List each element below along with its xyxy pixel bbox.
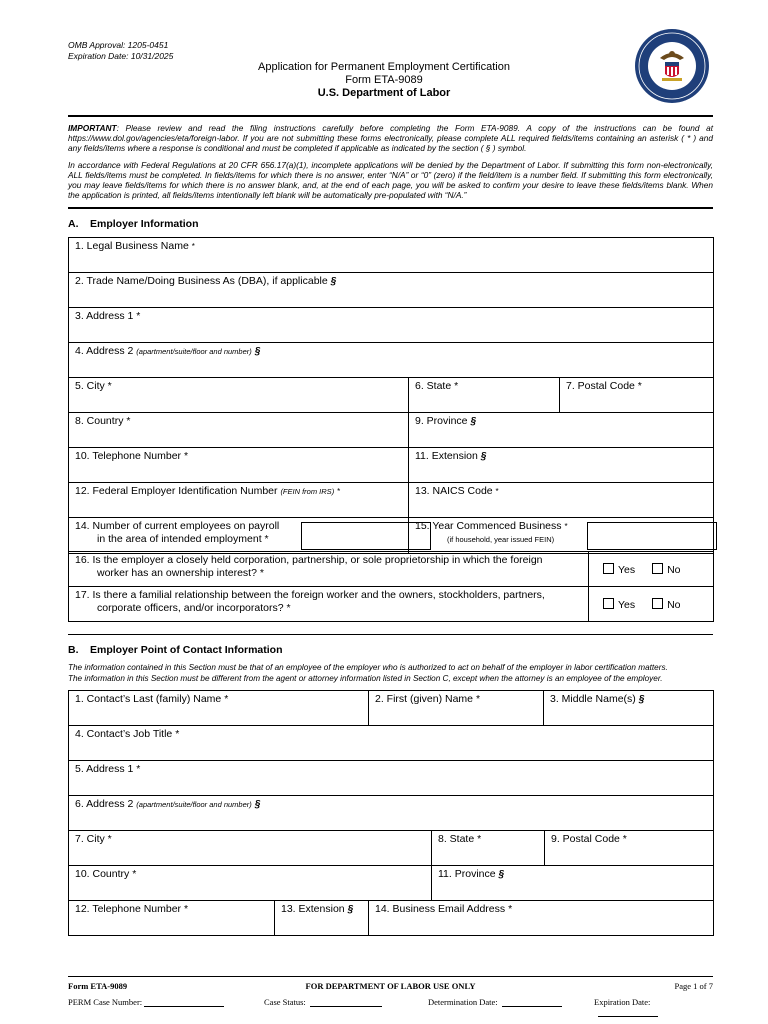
- question-17-line-1: 17. Is there a familial relationship between the foreign worker and the owners, stockholders, partners,: [75, 589, 545, 601]
- footer-rule: [68, 976, 713, 977]
- notice-paragraph-2: In accordance with Federal Regulations at 20 CFR 656.17(a)(1), incomplete applications will be denied by the Department of Labor. If submitting this form non-electronically, ALL fields/items must be completed. In fields/items for which there is no answer, enter “N/A” or “0” (zero) if the field/item is a number field. If submitting this form electronically, you may leave fields/items for which there is no answer blank, and, at the end of each page, you will be asked to confirm your desire to leave these fields/items blank. When the application is printed, all fields/items intentionally left blank will be automatically pre-populated with “N/A.”: [68, 160, 713, 200]
- contact-extension-label: 13. Extension: [281, 903, 345, 915]
- contact-province-label: 11. Province: [438, 868, 496, 880]
- contact-address1-field[interactable]: [69, 761, 714, 796]
- postal-code-field[interactable]: [560, 378, 714, 413]
- question-17-line-2: corporate officers, and/or incorporators? *: [97, 602, 291, 614]
- section-b-heading: [68, 644, 283, 656]
- contact-job-title-label: 4. Contact’s Job Title *: [75, 728, 180, 740]
- header-rule: [68, 115, 713, 117]
- legal-business-name-field[interactable]: 1. Legal Business Name *: [69, 238, 714, 273]
- important-notice: [68, 123, 713, 153]
- title-line-1: Application for Permanent Employment Certification: [258, 61, 510, 73]
- question-17: [69, 587, 589, 622]
- q16-no-checkbox[interactable]: [652, 563, 663, 574]
- legal-business-name-label: 1. Legal Business Name: [75, 240, 189, 252]
- omb-approval: OMB Approval: 1205-0451: [68, 40, 169, 50]
- contact-info-table: [68, 690, 714, 726]
- contact-phone-table: [68, 900, 714, 936]
- extension-label: 11. Extension: [415, 450, 478, 462]
- contact-address2-label: 6. Address 2: [75, 798, 134, 810]
- title-line-2: Form ETA-9089: [345, 74, 423, 86]
- contact-city-field[interactable]: [69, 831, 432, 866]
- year-commenced-field: 15. Year Commenced Business * (if household, year issued FEIN): [409, 518, 714, 554]
- employees-field: [69, 518, 409, 554]
- contact-middle-name-label: 3. Middle Name(s): [550, 693, 636, 705]
- contact-province-field[interactable]: 11. Province §: [432, 866, 714, 901]
- footer-use-only: FOR DEPARTMENT OF LABOR USE ONLY: [305, 981, 476, 991]
- postal-code-label: 7. Postal Code *: [566, 380, 642, 392]
- question-16-line-1: 16. Is the employer a closely held corporation, partnership, or sole proprietorship in which the foreign: [75, 554, 543, 566]
- q17-no-checkbox[interactable]: [652, 598, 663, 609]
- contact-postal-code-label: 9. Postal Code *: [551, 833, 627, 845]
- province-label: 9. Province: [415, 415, 468, 427]
- contact-address2-field[interactable]: 6. Address 2 (apartment/suite/floor and number) §: [69, 796, 714, 831]
- title-line-3: U.S. Department of Labor: [317, 87, 451, 99]
- q16-no-option[interactable]: No: [652, 564, 680, 576]
- section-a-title: Employer Information: [90, 218, 199, 230]
- q16-yes-option[interactable]: Yes: [603, 564, 635, 576]
- contact-state-field[interactable]: [432, 831, 545, 866]
- address2-label: 4. Address 2: [75, 345, 134, 357]
- extension-field[interactable]: 11. Extension §: [409, 448, 714, 483]
- footer-form-name: Form ETA-9089: [68, 981, 128, 991]
- footer-row-2: [68, 997, 713, 1009]
- province-field[interactable]: 9. Province §: [409, 413, 714, 448]
- omb-info: [68, 40, 173, 62]
- contact-postal-code-field[interactable]: [545, 831, 714, 866]
- contact-job-title-field[interactable]: [69, 726, 714, 761]
- contact-first-name-field[interactable]: [369, 691, 544, 726]
- contact-first-name-label: 2. First (given) Name *: [375, 693, 481, 705]
- contact-middle-name-field[interactable]: 3. Middle Name(s) §: [544, 691, 714, 726]
- city-field[interactable]: [69, 378, 409, 413]
- contact-telephone-field[interactable]: [69, 901, 275, 936]
- fein-field[interactable]: 12. Federal Employer Identification Number (FEIN from IRS) *: [69, 483, 409, 518]
- trade-name-label: 2. Trade Name/Doing Business As (DBA), if applicable: [75, 275, 328, 287]
- q17-yes-option[interactable]: Yes: [603, 599, 635, 611]
- section-b-title: Employer Point of Contact Information: [90, 644, 283, 656]
- contact-address1-label: 5. Address 1 *: [75, 763, 141, 775]
- notice-paragraph-1: : Please review and read the filing instructions carefully before completing the Form ETA-9089. A copy of the instructions can be found at https://www.dol.gov/agencies/eta/foreign-labor. If you are not submitting these forms electronically, please complete ALL required fields/items containing an asterisk ( * ) and any fields/items where a response is conditional and must be completed if applicable as indicated by the section ( § ) symbol.: [68, 123, 713, 153]
- address2-field[interactable]: 4. Address 2 (apartment/suite/floor and number) §: [69, 343, 714, 378]
- section-b-note-2: The information in this Section must be different from the agent or attorney information listed in Section C, except when the attorney is an employee of the employer.: [68, 673, 663, 683]
- employees-label-1: 14. Number of current employees on payroll: [75, 520, 280, 532]
- question-16-answers: [589, 552, 714, 587]
- perm-case-number: PERM Case Number:: [68, 997, 224, 1007]
- footer-page-number: Page 1 of 7: [674, 981, 713, 991]
- contact-last-name-field[interactable]: [69, 691, 369, 726]
- determination-date: Determination Date:: [428, 997, 562, 1007]
- state-field[interactable]: [409, 378, 560, 413]
- employer-info-table: [68, 237, 714, 554]
- section-a-rule: [68, 207, 713, 209]
- trade-name-field[interactable]: 2. Trade Name/Doing Business As (DBA), if applicable §: [69, 273, 714, 308]
- question-16: [69, 552, 589, 587]
- employees-label-2: in the area of intended employment *: [97, 533, 269, 545]
- section-a-letter: A.: [68, 218, 79, 230]
- section-a-heading: [68, 218, 199, 230]
- contact-last-name-label: 1. Contact’s Last (family) Name *: [75, 693, 229, 705]
- telephone-field[interactable]: [69, 448, 409, 483]
- contact-country-field[interactable]: [69, 866, 432, 901]
- address1-label: 3. Address 1 *: [75, 310, 141, 322]
- year-commenced-label: 15. Year Commenced Business: [415, 520, 562, 532]
- q17-yes-checkbox[interactable]: [603, 598, 614, 609]
- question-17-answers: [589, 587, 714, 622]
- question-16-line-2: worker has an ownership interest? *: [97, 567, 264, 579]
- employer-questions-table: [68, 551, 714, 622]
- contact-telephone-label: 12. Telephone Number *: [75, 903, 189, 915]
- contact-email-label: 14. Business Email Address *: [375, 903, 513, 915]
- address1-field[interactable]: [69, 308, 714, 343]
- case-status: Case Status:: [264, 997, 382, 1007]
- q16-yes-checkbox[interactable]: [603, 563, 614, 574]
- contact-email-field[interactable]: [369, 901, 714, 936]
- section-b-note: [68, 663, 713, 684]
- contact-state-label: 8. State *: [438, 833, 482, 845]
- contact-country-label: 10. Country *: [75, 868, 137, 880]
- naics-label: 13. NAICS Code: [415, 485, 493, 497]
- country-field[interactable]: [69, 413, 409, 448]
- q17-no-option[interactable]: No: [652, 599, 680, 611]
- important-label: IMPORTANT: [68, 123, 117, 133]
- city-label: 5. City *: [75, 380, 112, 392]
- section-b-rule: [68, 634, 713, 635]
- year-commenced-input[interactable]: [587, 522, 717, 550]
- country-label: 8. Country *: [75, 415, 131, 427]
- contact-city-label: 7. City *: [75, 833, 112, 845]
- naics-field[interactable]: 13. NAICS Code *: [409, 483, 714, 518]
- section-b-note-1: The information contained in this Section must be that of an employee of the employer who is authorized to act on behalf of the employer in labor certification matters.: [68, 663, 668, 672]
- omb-expiration: Expiration Date: 10/31/2025: [68, 51, 174, 61]
- section-b-letter: B.: [68, 644, 79, 656]
- telephone-label: 10. Telephone Number *: [75, 450, 189, 462]
- contact-extension-field[interactable]: 13. Extension §: [275, 901, 369, 936]
- contact-address-table: [68, 725, 714, 901]
- year-commenced-note: (if household, year issued FEIN): [447, 535, 555, 544]
- state-label: 6. State *: [415, 380, 459, 392]
- fein-label: 12. Federal Employer Identification Number: [75, 485, 278, 497]
- dol-seal-logo: [634, 28, 710, 104]
- expiration-date: Expiration Date:: [594, 997, 713, 1017]
